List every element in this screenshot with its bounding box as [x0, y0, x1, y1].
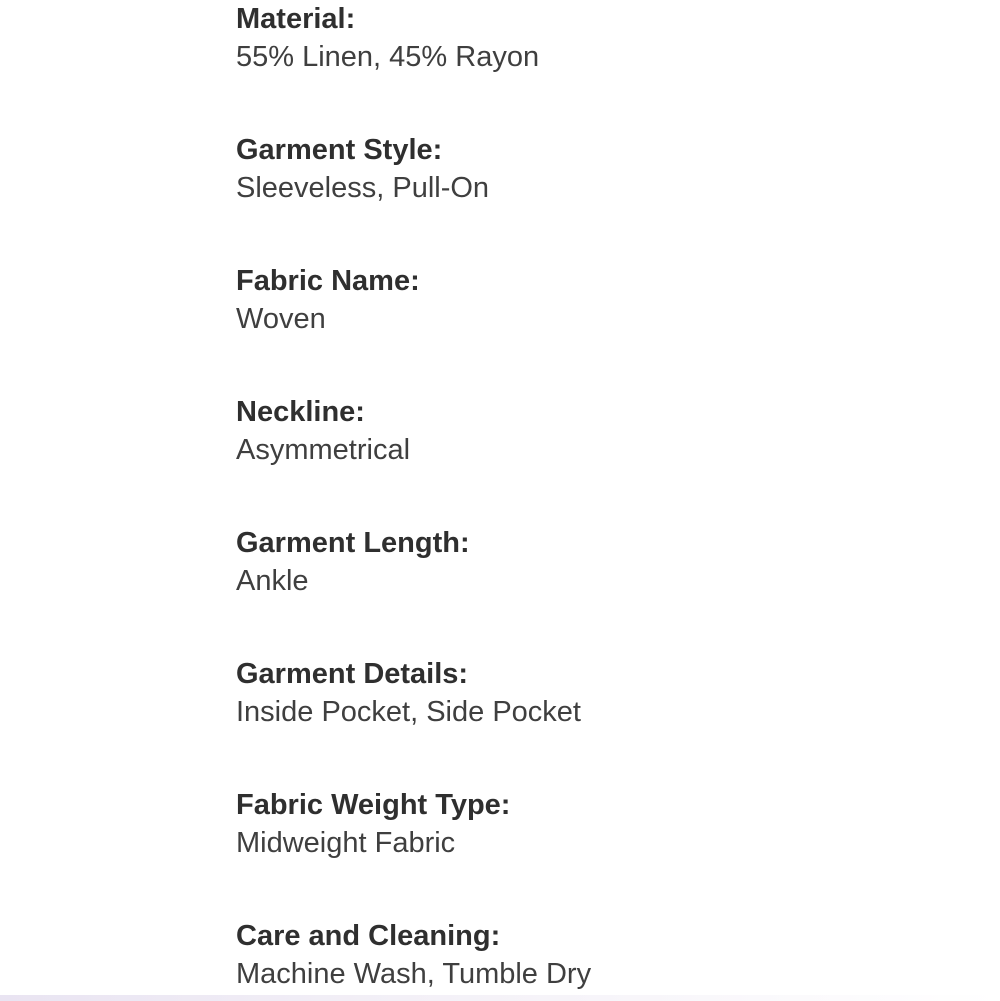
spec-value: Sleeveless, Pull-On	[236, 172, 490, 204]
spec-value: Woven	[236, 303, 326, 335]
spec-material	[236, 0, 976, 76]
bottom-edge-tint	[0, 995, 1000, 1001]
spec-garment-style	[236, 131, 976, 207]
spec-label: Fabric Weight Type:	[236, 789, 511, 821]
spec-garment-details	[236, 655, 976, 731]
spec-fabric-weight-type	[236, 786, 976, 862]
spec-label: Garment Details:	[236, 658, 469, 690]
spec-value: Machine Wash, Tumble Dry	[236, 958, 592, 990]
spec-label: Care and Cleaning:	[236, 920, 501, 952]
spec-value: Midweight Fabric	[236, 827, 456, 859]
spec-value: Asymmetrical	[236, 434, 411, 466]
spec-label: Garment Length:	[236, 527, 470, 559]
spec-value: 55% Linen, 45% Rayon	[236, 41, 540, 73]
spec-fabric-name	[236, 262, 976, 338]
spec-value: Ankle	[236, 565, 309, 597]
spec-care-and-cleaning	[236, 917, 976, 993]
spec-label: Material:	[236, 3, 356, 35]
spec-neckline	[236, 393, 976, 469]
spec-label: Fabric Name:	[236, 265, 420, 297]
spec-garment-length	[236, 524, 976, 600]
spec-label: Garment Style:	[236, 134, 443, 166]
spec-label: Neckline:	[236, 396, 365, 428]
spec-value: Inside Pocket, Side Pocket	[236, 696, 581, 728]
